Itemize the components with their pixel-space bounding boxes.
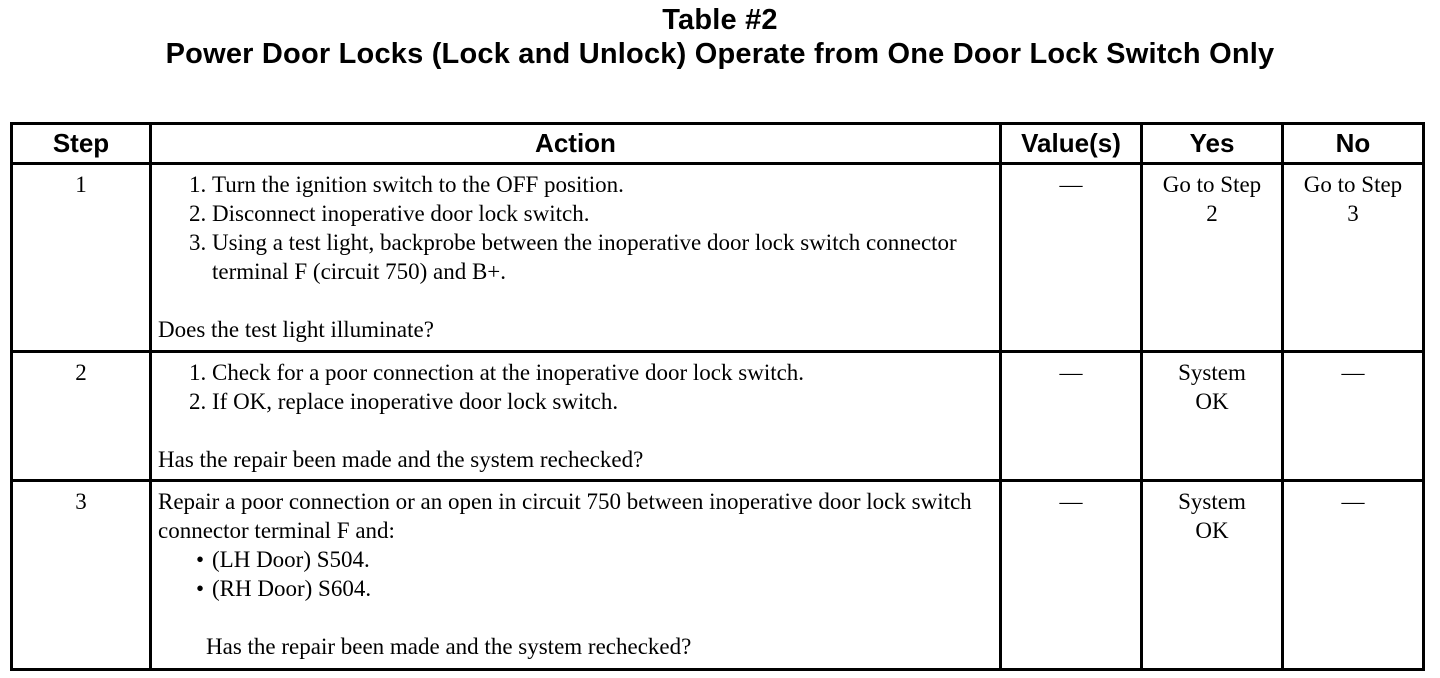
action-intro: Repair a poor connection or an open in circuit 750 between inoperative door lock switch connector terminal F and: — [158, 489, 972, 543]
bullet-list — [158, 545, 993, 603]
col-header-values: Value(s) — [1001, 124, 1142, 164]
table-subtitle: Power Door Locks (Lock and Unlock) Operate from One Door Lock Switch Only — [165, 38, 1275, 70]
no-line: 3 — [1347, 201, 1359, 226]
col-header-step: Step — [12, 124, 151, 164]
bullet-item: • (RH Door) S604. — [212, 574, 993, 603]
no-line: Go to Step — [1303, 172, 1403, 197]
question-text: Has the repair been made and the system rechecked? — [206, 634, 692, 659]
instruction-item: 2. If OK, replace inoperative door lock switch. — [212, 387, 993, 416]
instruction-list — [158, 358, 993, 416]
instruction-item: 1. Check for a poor connection at the inoperative door lock switch. — [212, 358, 993, 387]
action-cell — [151, 164, 1001, 352]
no-cell — [1283, 352, 1424, 481]
yes-line: System — [1178, 360, 1246, 385]
no-line: — — [1341, 360, 1365, 385]
table-row — [12, 352, 1424, 481]
instruction-item: 2. Disconnect inoperative door lock switch. — [212, 199, 993, 228]
header-row — [12, 124, 1424, 164]
no-line: — — [1341, 489, 1365, 514]
yes-line: OK — [1195, 518, 1229, 543]
col-header-yes: Yes — [1142, 124, 1283, 164]
value-cell: — — [1001, 352, 1142, 481]
instruction-item: 1. Turn the ignition switch to the OFF position. — [212, 170, 993, 199]
no-cell — [1283, 481, 1424, 670]
instruction-list — [158, 170, 993, 286]
yes-line: Go to Step — [1162, 172, 1262, 197]
col-header-no: No — [1283, 124, 1424, 164]
step-number: 1 — [12, 164, 151, 352]
col-header-action: Action — [151, 124, 1001, 164]
action-cell — [151, 352, 1001, 481]
yes-line: 2 — [1206, 201, 1218, 226]
question-text: Does the test light illuminate? — [158, 317, 434, 342]
bullet-item: • (LH Door) S504. — [212, 545, 993, 574]
no-cell — [1283, 164, 1424, 352]
action-cell — [151, 481, 1001, 670]
question-text: Has the repair been made and the system rechecked? — [158, 447, 644, 472]
value-cell: — — [1001, 481, 1142, 670]
diagnostic-table — [10, 122, 1425, 671]
table-row — [12, 481, 1424, 670]
instruction-item: 3. Using a test light, backprobe between the inoperative door lock switch connector terminal F (circuit 750) and B+. — [212, 228, 993, 286]
value-cell: — — [1001, 164, 1142, 352]
yes-cell — [1142, 481, 1283, 670]
yes-cell — [1142, 352, 1283, 481]
step-number: 3 — [12, 481, 151, 670]
table-row — [12, 164, 1424, 352]
yes-cell — [1142, 164, 1283, 352]
yes-line: OK — [1195, 389, 1229, 414]
yes-line: System — [1178, 489, 1246, 514]
step-number: 2 — [12, 352, 151, 481]
table-title: Table #2 — [662, 4, 778, 36]
